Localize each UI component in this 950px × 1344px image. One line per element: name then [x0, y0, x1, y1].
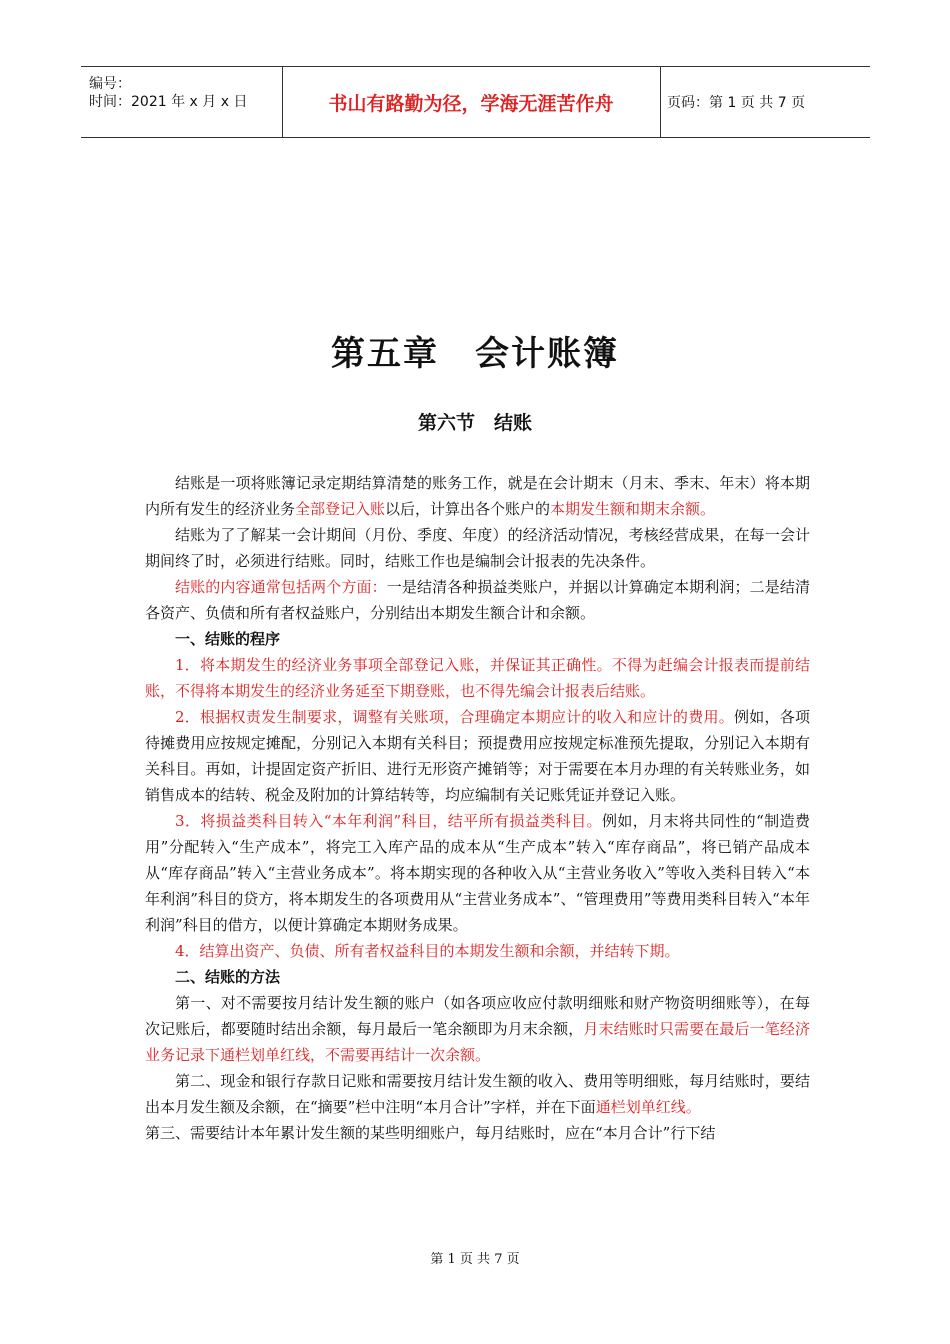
- heading-method: 二、结账的方法: [175, 968, 281, 986]
- p1-highlight-2: 本期发生额和期末余额。: [550, 500, 716, 518]
- header-page-info: 页码：第 1 页 共 7 页: [667, 95, 806, 111]
- paragraph-3: [145, 574, 810, 626]
- m1-text: 第一、对不需要按月结计发生额的账户（如各项应收应付款明细账和财产物资明细账等），在每次记账后，都要随时结出余额，每月最后一笔余额即为月末余额，: [145, 994, 810, 1038]
- p3-highlight: 结账的内容通常包括两个方面：: [175, 578, 387, 596]
- item2-text: 例如，各项待摊费用应按规定摊配，分别记入本期有关科目；预提费用应按规定标准预先提取，分别记入本期有关科目。再如，计提固定资产折旧、进行无形资产摊销等；对于需要在本月办理的有关转账业务，如销售成本的结转、税金及附加的计算结转等，均应编制有关记账凭证并登记入账。: [145, 708, 810, 804]
- item3-text: 例如，月末将共同性的“制造费用”分配转入“生产成本”，将完工入库产品的成本从“生产成本”转入“库存商品”，将已销产品成本从“库存商品”转入“主营业务成本”。将本期实现的各种收入从“主营业务收入”等收入类科目转入“本年利润”科目的贷方，将本期发生的各项费用从“主营业务成本”、“管理费用”等费用类科目转入“本年利润”科目的借方，以便计算确定本期财务成果。: [145, 812, 811, 934]
- m1-highlight: 月末结账时只需要在最后一笔经济业务记录下通栏划单红线，不需要再结计一次余额。: [145, 1020, 810, 1064]
- method-1: [145, 990, 810, 1068]
- method-2: [145, 1068, 810, 1120]
- p1-text: 结账是一项将账簿记录定期结算清楚的账务工作，就是在会计期末（月末、季末、年末）将本期内所有发生的经济业务: [145, 474, 810, 518]
- heading-procedure: 一、结账的程序: [175, 630, 281, 648]
- document-body: [145, 470, 810, 1146]
- p3-text: 一是结清各种损益类账户，并据以计算确定本期利润；二是结清各资产、负债和所有者权益账户，分别结出本期发生额合计和余额。: [145, 578, 810, 622]
- paragraph-2: 结账为了了解某一会计期间（月份、季度、年度）的经济活动情况，考核经营成果，在每一会计期间终了时，必须进行结账。同时，结账工作也是编制会计报表的先决条件。: [145, 526, 810, 570]
- number-label: 编号：: [89, 76, 131, 92]
- chapter-title: 第五章 会计账簿: [331, 334, 619, 374]
- paragraph-1: [145, 470, 810, 522]
- procedure-item-1: 1．将本期发生的经济业务事项全部登记入账，并保证其正确性。不得为赶编会计报表而提前结账，不得将本期发生的经济业务延至下期登账，也不得先编会计报表后结账。: [145, 656, 810, 700]
- page-footer: 第 1 页 共 7 页: [430, 1252, 520, 1267]
- m2-highlight: 通栏划单红线。: [595, 1098, 701, 1116]
- procedure-item-3: [145, 808, 810, 938]
- item2-highlight: 2．根据权责发生制要求，调整有关账项，合理确定本期应计的收入和应计的费用。: [175, 708, 734, 726]
- p1-text-2: 以后，计算出各个账户的: [385, 500, 551, 518]
- section-title: 第六节 结账: [417, 412, 532, 434]
- method-3: 第三、需要结计本年累计发生额的某些明细账户，每月结账时，应在“本月合计”行下结: [145, 1124, 716, 1142]
- time-label: 时间：2021 年 x 月 x 日: [89, 94, 248, 110]
- header-meta: [81, 67, 283, 137]
- p1-highlight-1: 全部登记入账: [295, 500, 386, 518]
- procedure-item-2: [145, 704, 810, 808]
- m2-text: 第二、现金和银行存款日记账和需要按月结计发生额的收入、费用等明细账，每月结账时，要结出本月发生额及余额，在“摘要”栏中注明“本月合计”字样，并在下面: [145, 1072, 810, 1116]
- item3-highlight: 3．将损益类科目转入“本年利润”科目，结平所有损益类科目。: [175, 812, 602, 830]
- procedure-item-4: 4．结算出资产、负债、所有者权益科目的本期发生额和余额，并结转下期。: [175, 942, 680, 960]
- document-header: [81, 66, 870, 138]
- header-motto: 书山有路勤为径，学海无涯苦作舟: [282, 67, 661, 137]
